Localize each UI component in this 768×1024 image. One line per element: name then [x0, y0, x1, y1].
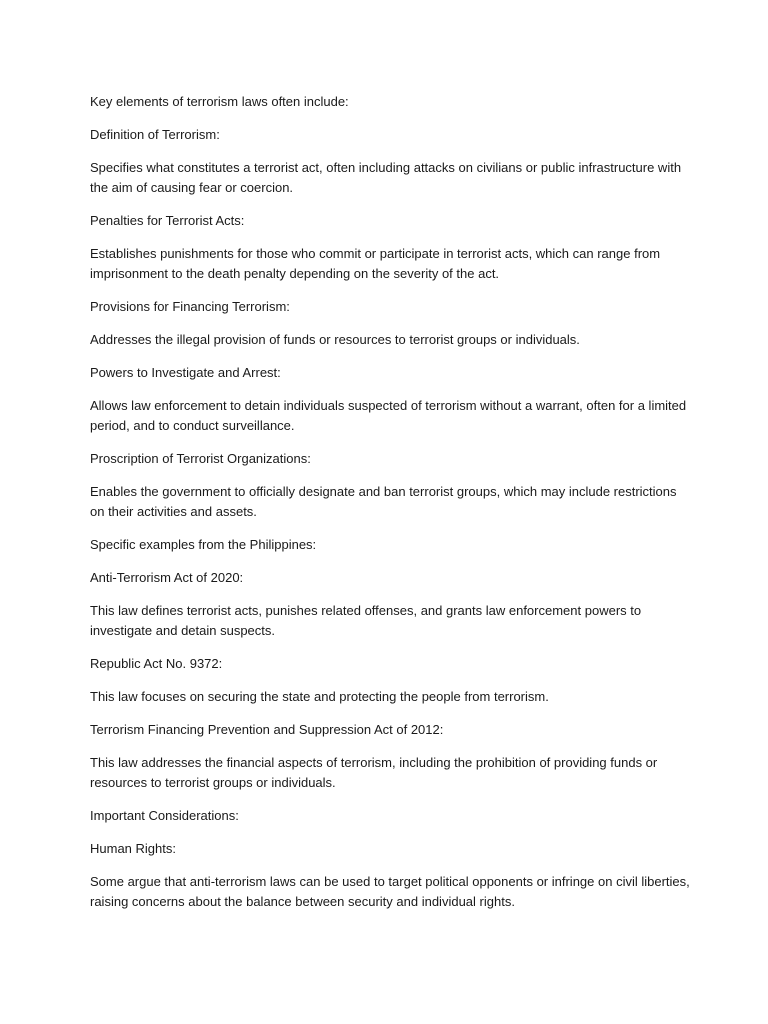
financing-paragraph: Addresses the illegal provision of funds or resources to terrorist groups or individuals.	[90, 332, 580, 347]
section-heading-proscription: Proscription of Terrorist Organizations:	[90, 451, 311, 466]
human-rights-paragraph: Some argue that anti-terrorism laws can be used to target political opponents or infringe on civil liberties, raising concerns about the balance between security and individual rights.	[90, 874, 690, 909]
powers-paragraph: Allows law enforcement to detain individuals suspected of terrorism without a warrant, often for a limited period, and to conduct surveillance.	[90, 398, 687, 433]
section-heading-definition: Definition of Terrorism:	[90, 127, 220, 142]
section-heading-financing-act: Terrorism Financing Prevention and Suppression Act of 2012:	[90, 722, 444, 737]
document-body	[90, 92, 690, 925]
definition-paragraph: Specifies what constitutes a terrorist act, often including attacks on civilians or public infrastructure with the aim of causing fear or coercion.	[90, 160, 682, 195]
proscription-paragraph: Enables the government to officially designate and ban terrorist groups, which may include restrictions on their activities and assets.	[90, 484, 677, 519]
financing-act-paragraph: This law addresses the financial aspects of terrorism, including the prohibition of providing funds or resources to terrorist groups or individuals.	[90, 755, 658, 790]
section-heading-republic-act: Republic Act No. 9372:	[90, 656, 223, 671]
intro-paragraph: Key elements of terrorism laws often include:	[90, 94, 349, 109]
penalties-paragraph: Establishes punishments for those who commit or participate in terrorist acts, which can range from imprisonment to the death penalty depending on the severity of the act.	[90, 246, 661, 281]
section-heading-philippines-examples: Specific examples from the Philippines:	[90, 537, 317, 552]
section-heading-considerations: Important Considerations:	[90, 808, 239, 823]
section-heading-penalties: Penalties for Terrorist Acts:	[90, 213, 245, 228]
anti-terrorism-act-paragraph: This law defines terrorist acts, punishes related offenses, and grants law enforcement powers to investigate and detain suspects.	[90, 603, 642, 638]
republic-act-paragraph: This law focuses on securing the state and protecting the people from terrorism.	[90, 689, 549, 704]
section-heading-human-rights: Human Rights:	[90, 841, 176, 856]
section-heading-financing: Provisions for Financing Terrorism:	[90, 299, 290, 314]
section-heading-anti-terrorism-act: Anti-Terrorism Act of 2020:	[90, 570, 244, 585]
section-heading-powers: Powers to Investigate and Arrest:	[90, 365, 281, 380]
